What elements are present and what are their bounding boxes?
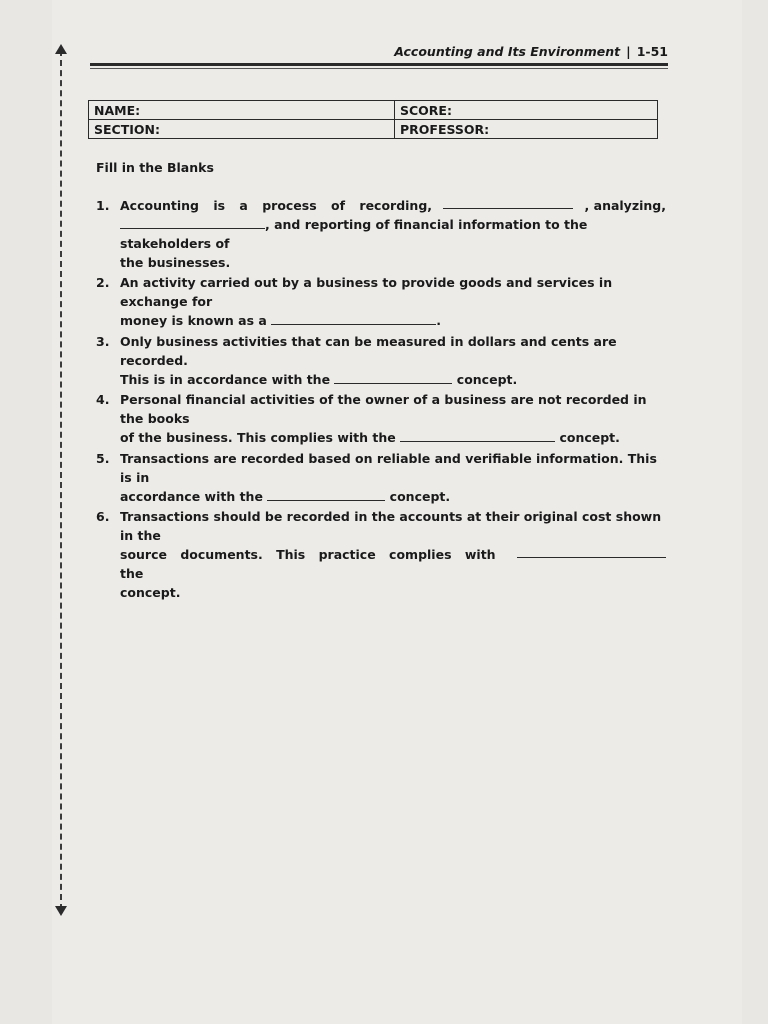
question-number: 3.	[96, 334, 110, 349]
question-number: 4.	[96, 392, 110, 407]
question-line	[120, 215, 666, 253]
question-text: Transactions are recorded based on reliable and verifiable information. This is in	[120, 451, 657, 485]
question-1	[96, 196, 666, 272]
professor-field[interactable]	[395, 120, 658, 139]
page-header	[90, 44, 668, 59]
professor-label: PROFESSOR:	[400, 121, 490, 137]
question-5	[96, 449, 666, 506]
question-text: Transactions should be recorded in the accounts at their original cost shown in the	[120, 509, 662, 543]
page-number: 1-51	[636, 44, 668, 59]
question-text: .	[436, 313, 441, 328]
question-text: of the business. This complies with the	[120, 430, 396, 445]
question-text: accordance with the	[120, 489, 263, 504]
section-field[interactable]	[89, 120, 395, 139]
question-line	[120, 487, 666, 506]
question-number: 1.	[96, 198, 110, 213]
answer-blank[interactable]	[334, 371, 452, 384]
book-title: Accounting and Its Environment	[394, 44, 621, 59]
section-label: SECTION:	[94, 121, 160, 137]
header-separator: |	[626, 44, 631, 59]
question-text: money is known as a	[120, 313, 267, 328]
question-line	[120, 428, 666, 447]
header-rule-thick	[90, 63, 668, 66]
answer-blank[interactable]	[517, 545, 666, 558]
question-line	[120, 196, 666, 215]
name-field[interactable]	[89, 101, 395, 120]
header-rule-thin	[90, 68, 668, 69]
question-text: Personal financial activities of the owner of a business are not recorded in the books	[120, 392, 647, 426]
question-number: 5.	[96, 451, 110, 466]
arrow-down-icon	[55, 906, 67, 916]
question-text: source documents. This practice complies with the	[120, 547, 496, 581]
question-text: This is in accordance with the	[120, 372, 331, 387]
question-6	[96, 507, 666, 602]
question-text: , and reporting of financial information to the stakeholders of	[120, 217, 588, 251]
question-text: concept.	[456, 372, 518, 387]
binding-margin-line	[60, 50, 64, 910]
answer-blank[interactable]	[443, 196, 573, 209]
answer-blank[interactable]	[271, 312, 436, 325]
question-4	[96, 390, 666, 447]
score-label: SCORE:	[400, 102, 452, 118]
student-info-table	[88, 100, 658, 139]
question-line	[120, 545, 666, 583]
question-text: Accounting is a process of recording,	[120, 198, 433, 213]
question-number: 6.	[96, 509, 110, 524]
question-text: concept.	[389, 489, 451, 504]
answer-blank[interactable]	[400, 429, 555, 442]
question-line	[120, 370, 666, 389]
question-number: 2.	[96, 275, 110, 290]
question-line	[120, 311, 666, 330]
question-text: An activity carried out by a business to provide goods and services in exchange for	[120, 275, 613, 309]
question-text: Only business activities that can be measured in dollars and cents are recorded.	[120, 334, 617, 368]
question-2	[96, 273, 666, 330]
question-3	[96, 332, 666, 389]
question-text: concept.	[559, 430, 620, 445]
answer-blank[interactable]	[267, 488, 385, 501]
question-text: , analyzing,	[584, 198, 666, 213]
answer-blank[interactable]	[120, 216, 265, 229]
score-field[interactable]	[395, 101, 658, 120]
question-text: concept.	[120, 585, 181, 600]
section-heading: Fill in the Blanks	[96, 160, 214, 175]
question-text: the businesses.	[120, 255, 231, 270]
arrow-up-icon	[55, 44, 67, 54]
name-label: NAME:	[94, 102, 141, 118]
